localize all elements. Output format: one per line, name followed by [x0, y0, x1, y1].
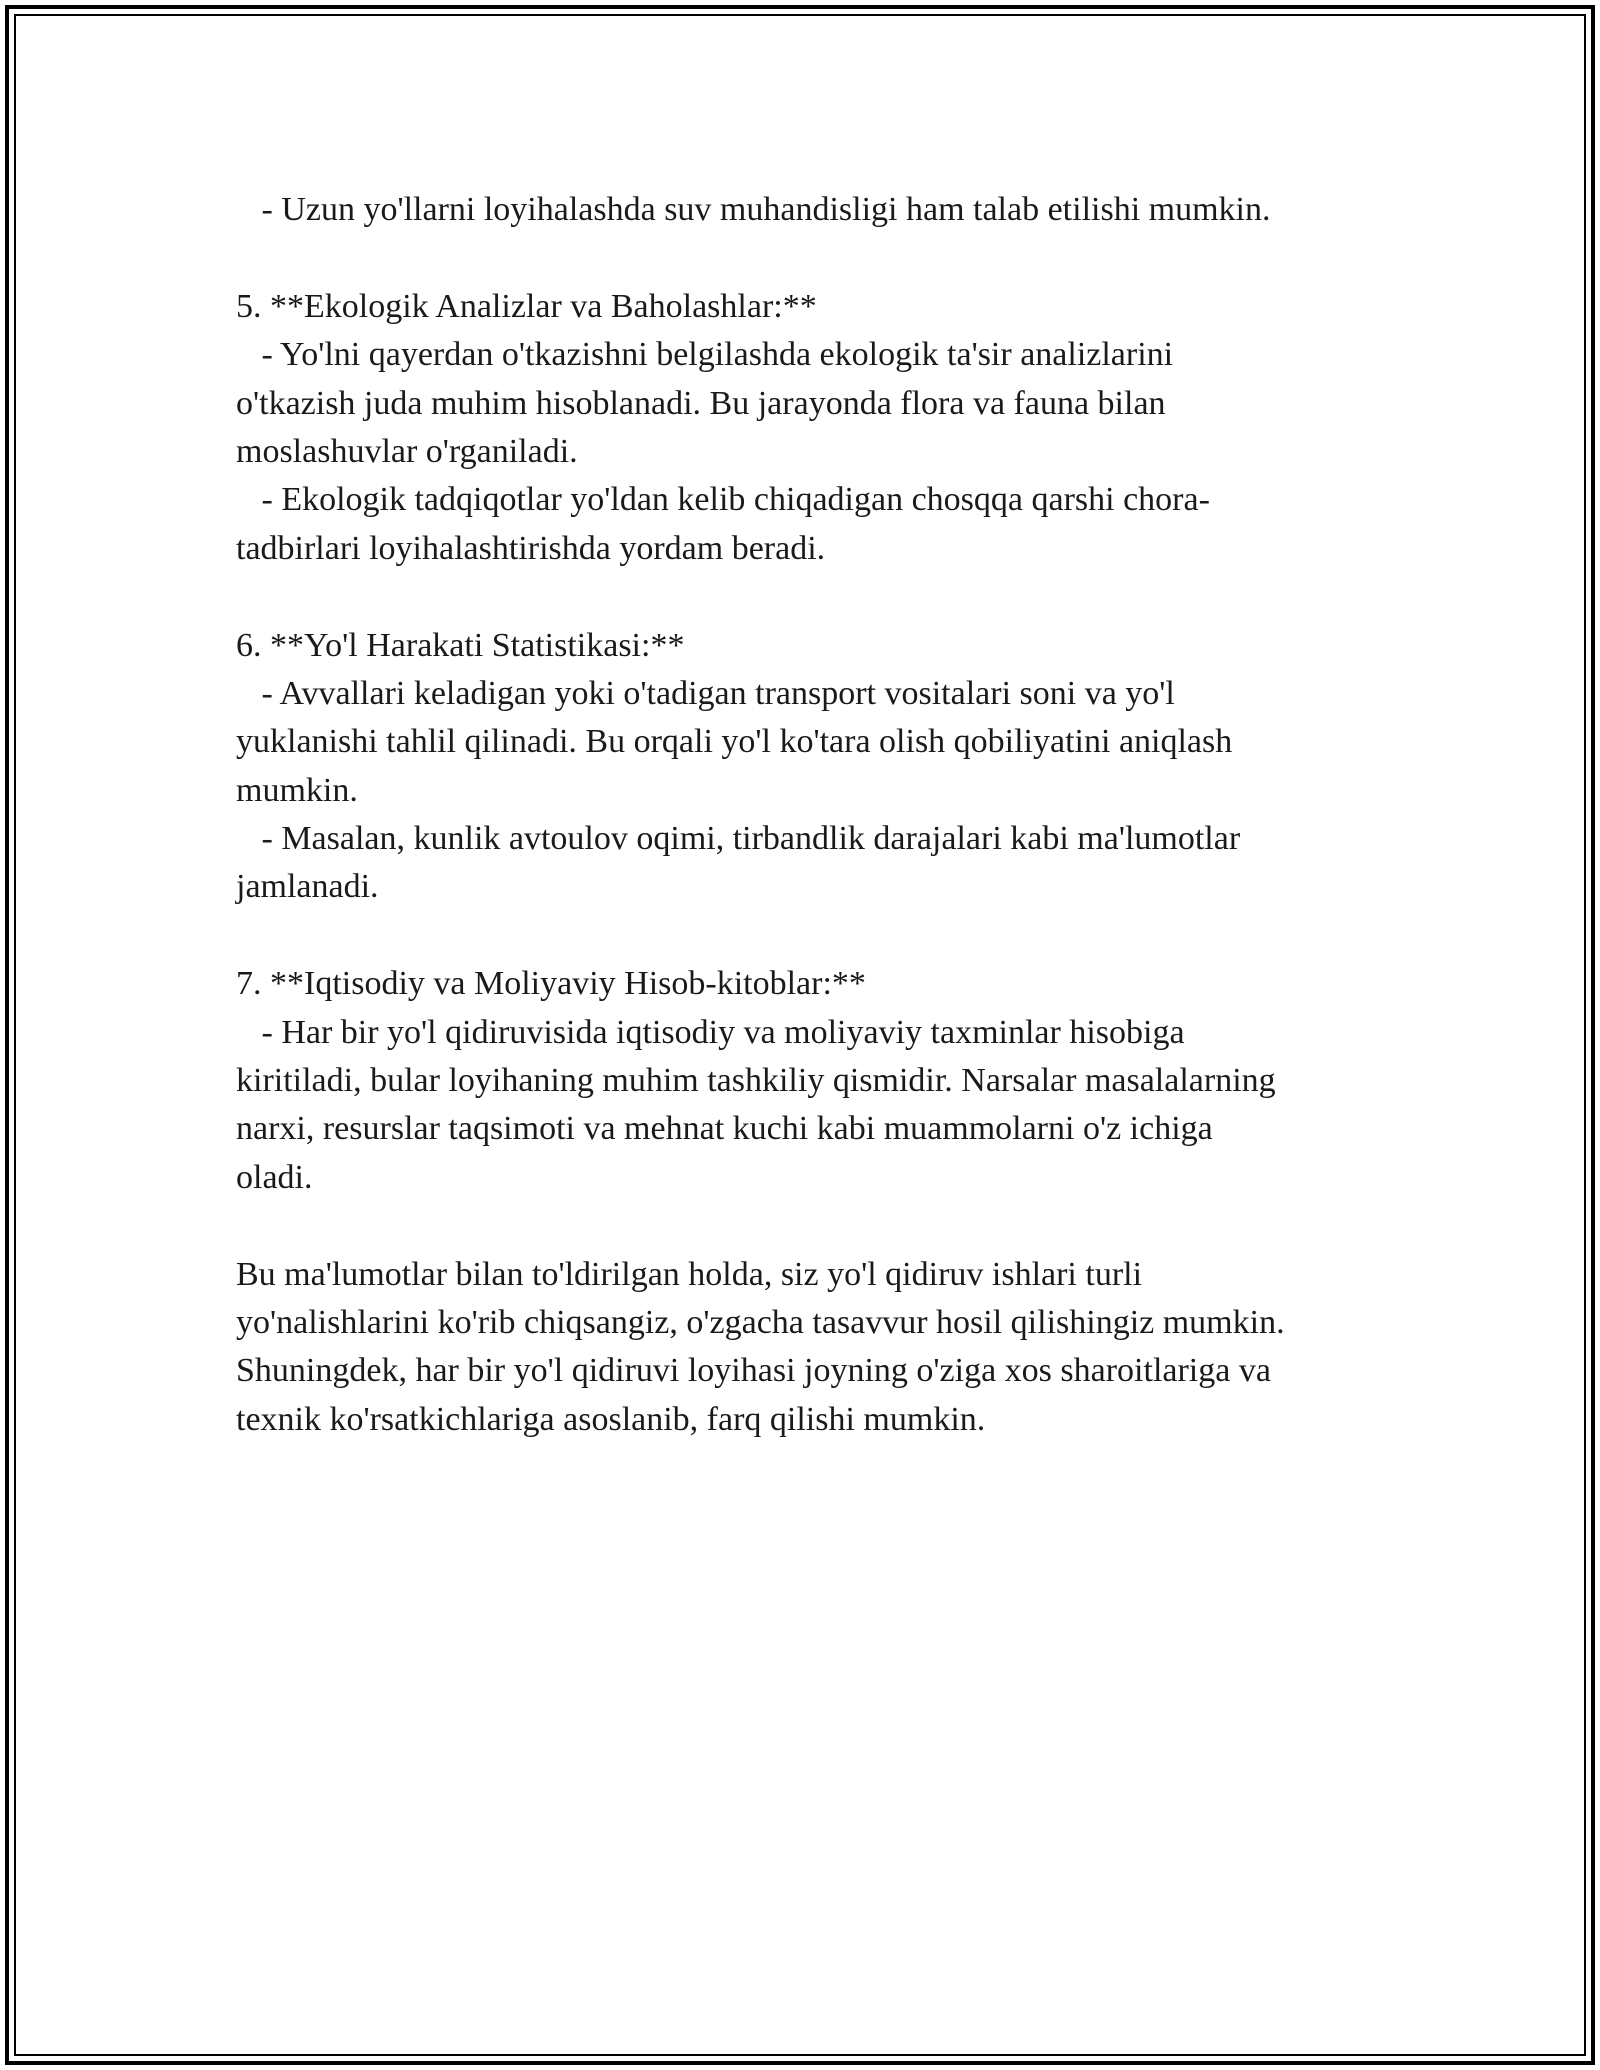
blank-line	[236, 573, 1386, 621]
text-line: tadbirlari loyihalashtirishda yordam beradi.	[236, 529, 826, 567]
blank-line	[236, 912, 1386, 960]
text-line: texnik ko'rsatkichlariga asoslanib, farq qilishi mumkin.	[236, 1400, 986, 1438]
text-line: mumkin.	[236, 771, 358, 809]
text-line: Shuningdek, har bir yo'l qidiruvi loyihasi joyning o'ziga xos sharoitlariga va	[236, 1352, 1271, 1390]
section-heading: 5. **Ekologik Analizlar va Baholashlar:**	[236, 287, 817, 325]
text-line: o'tkazish juda muhim hisoblanadi. Bu jarayonda flora va fauna bilan	[236, 384, 1166, 422]
text-line: yuklanishi tahlil qilinadi. Bu orqali yo'l ko'tara olish qobiliyatini aniqlash	[236, 723, 1233, 761]
text-line: - Uzun yo'llarni loyihalashda suv muhandisligi ham talab etilishi mumkin.	[236, 191, 1271, 228]
text-line: yo'nalishlarini ko'rib chiqsangiz, o'zgacha tasavvur hosil qilishingiz mumkin.	[236, 1303, 1285, 1341]
text-line: - Masalan, kunlik avtoulov oqimi, tirbandlik darajalari kabi ma'lumotlar	[236, 820, 1241, 858]
text-line: moslashuvlar o'rganiladi.	[236, 432, 578, 470]
blank-line	[236, 1202, 1386, 1250]
blank-line	[236, 234, 1386, 282]
section-heading: 7. **Iqtisodiy va Moliyaviy Hisob-kitoblar:**	[236, 965, 866, 1003]
text-line: - Avvallari keladigan yoki o'tadigan transport vositalari soni va yo'l	[236, 674, 1175, 712]
text-line: kiritiladi, bular loyihaning muhim tashkiliy qismidir. Narsalar masalalarning	[236, 1062, 1276, 1100]
text-line: Bu ma'lumotlar bilan to'ldirilgan holda, siz yo'l qidiruv ishlari turli	[236, 1255, 1143, 1293]
text-line: jamlanadi.	[236, 868, 379, 906]
document-body	[236, 186, 1386, 1444]
text-line: - Har bir yo'l qidiruvisida iqtisodiy va moliyaviy taxminlar hisobiga	[236, 1013, 1185, 1051]
section-heading: 6. **Yo'l Harakati Statistikasi:**	[236, 626, 685, 664]
text-line: narxi, resurslar taqsimoti va mehnat kuchi kabi muammolarni o'z ichiga	[236, 1110, 1213, 1148]
text-line: oladi.	[236, 1158, 313, 1196]
text-line: - Yo'lni qayerdan o'tkazishni belgilashda ekologik ta'sir analizlarini	[236, 336, 1174, 374]
text-line: - Ekologik tadqiqotlar yo'ldan kelib chiqadigan chosqqa qarshi chora-	[236, 481, 1210, 519]
